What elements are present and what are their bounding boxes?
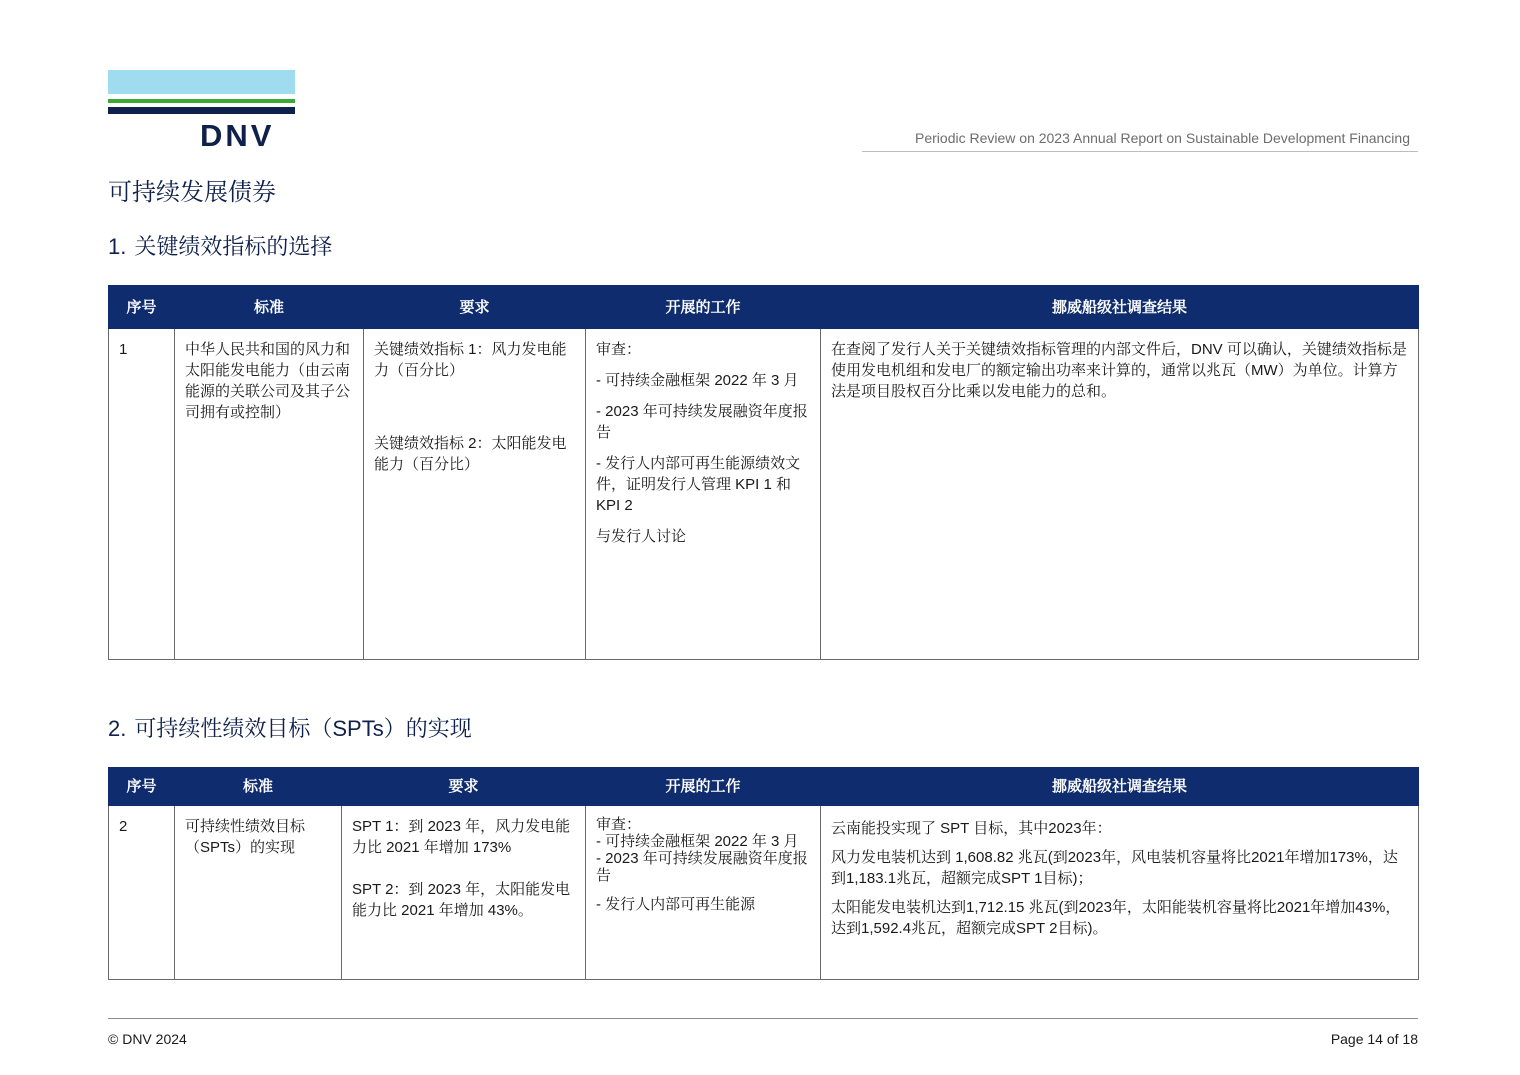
logo-navy-bar xyxy=(108,107,295,114)
col-header-no: 序号 xyxy=(109,286,175,329)
requirement-spt-1: SPT 1：到 2023 年，风力发电能力比 2021 年增加 173% xyxy=(352,818,571,856)
col-header-requirements: 要求 xyxy=(364,286,586,329)
section-2-number: 2. xyxy=(108,716,127,741)
section-2-heading xyxy=(108,712,472,743)
footer-copyright: © DNV 2024 xyxy=(108,1031,187,1047)
col-header-requirements: 要求 xyxy=(342,768,586,806)
cell-criteria: 中华人民共和国的风力和太阳能发电能力（由云南能源的关联公司及其子公司拥有或控制） xyxy=(175,329,364,660)
work-line: 审查： xyxy=(596,816,642,833)
col-header-criteria: 标准 xyxy=(175,768,342,806)
cell-findings: 在查阅了发行人关于关键绩效指标管理的内部文件后，DNV 可以确认，关键绩效指标是使用发电机组和发电厂的额定输出功率来计算的，通常以兆瓦（MW）为单位。计算方法是项目股权百分比乘以发电能力的总和。 xyxy=(821,329,1419,660)
logo-wordmark: DNV xyxy=(200,118,275,153)
page-title: 可持续发展债券 xyxy=(108,179,276,206)
work-line: - 发行人内部可再生能源绩效文件，证明发行人管理 KPI 1 和 KPI 2 xyxy=(596,455,801,514)
table-row xyxy=(109,806,1419,980)
col-header-no: 序号 xyxy=(109,768,175,806)
running-header: Periodic Review on 2023 Annual Report on Sustainable Development Financing xyxy=(915,130,1410,146)
cell-no: 2 xyxy=(109,806,175,980)
work-line: - 发行人内部可再生能源 xyxy=(596,896,756,913)
work-line: - 2023 年可持续发展融资年度报告 xyxy=(596,403,808,441)
cell-requirements xyxy=(364,329,586,660)
section-1-heading xyxy=(108,230,332,261)
section-1-title: 关键绩效指标的选择 xyxy=(134,234,333,259)
requirement-kpi-2: 关键绩效指标 2：太阳能发电能力（百分比） xyxy=(374,435,567,473)
cell-work xyxy=(586,806,821,980)
dnv-logo xyxy=(108,70,295,152)
logo-sky-bar xyxy=(108,70,295,94)
table-header-row xyxy=(109,768,1419,806)
requirement-kpi-1: 关键绩效指标 1：风力发电能力（百分比） xyxy=(374,341,567,379)
work-line: - 可持续金融框架 2022 年 3 月 xyxy=(596,372,799,389)
table-row xyxy=(109,329,1419,660)
cell-criteria: 可持续性绩效目标（SPTs）的实现 xyxy=(175,806,342,980)
kpi-selection-table xyxy=(108,285,1419,660)
col-header-work: 开展的工作 xyxy=(586,286,821,329)
section-2-title: 可持续性绩效目标（SPTs）的实现 xyxy=(134,716,472,741)
spt-achievement-table xyxy=(108,767,1419,980)
cell-work xyxy=(586,329,821,660)
work-line: 与发行人讨论 xyxy=(596,528,687,545)
logo-green-bar xyxy=(108,99,295,103)
cell-findings xyxy=(821,806,1419,980)
cell-no: 1 xyxy=(109,329,175,660)
col-header-work: 开展的工作 xyxy=(586,768,821,806)
finding-line: 云南能投实现了 SPT 目标，其中2023年： xyxy=(831,820,1112,837)
footer-divider xyxy=(108,1018,1418,1019)
requirement-spt-2: SPT 2：到 2023 年，太阳能发电能力比 2021 年增加 43%。 xyxy=(352,881,571,919)
page-number: Page 14 of 18 xyxy=(1330,1031,1418,1047)
col-header-findings: 挪威船级社调查结果 xyxy=(821,286,1419,329)
finding-line: 风力发电装机达到 1,608.82 兆瓦(到2023年，风电装机容量将比2021年增加173%，达到1,183.1兆瓦，超额完成SPT 1目标)； xyxy=(831,849,1398,887)
finding-line: 太阳能发电装机达到1,712.15 兆瓦(到2023年，太阳能装机容量将比2021年增加43%，达到1,592.4兆瓦，超额完成SPT 2目标)。 xyxy=(831,899,1401,937)
col-header-findings: 挪威船级社调查结果 xyxy=(821,768,1419,806)
table-header-row xyxy=(109,286,1419,329)
work-line: 审查： xyxy=(596,341,642,358)
work-line: - 可持续金融框架 2022 年 3 月 xyxy=(596,833,799,850)
cell-requirements xyxy=(342,806,586,980)
header-divider xyxy=(862,151,1418,152)
work-line: - 2023 年可持续发展融资年度报告 xyxy=(596,850,808,884)
section-1-number: 1. xyxy=(108,234,127,259)
col-header-criteria: 标准 xyxy=(175,286,364,329)
